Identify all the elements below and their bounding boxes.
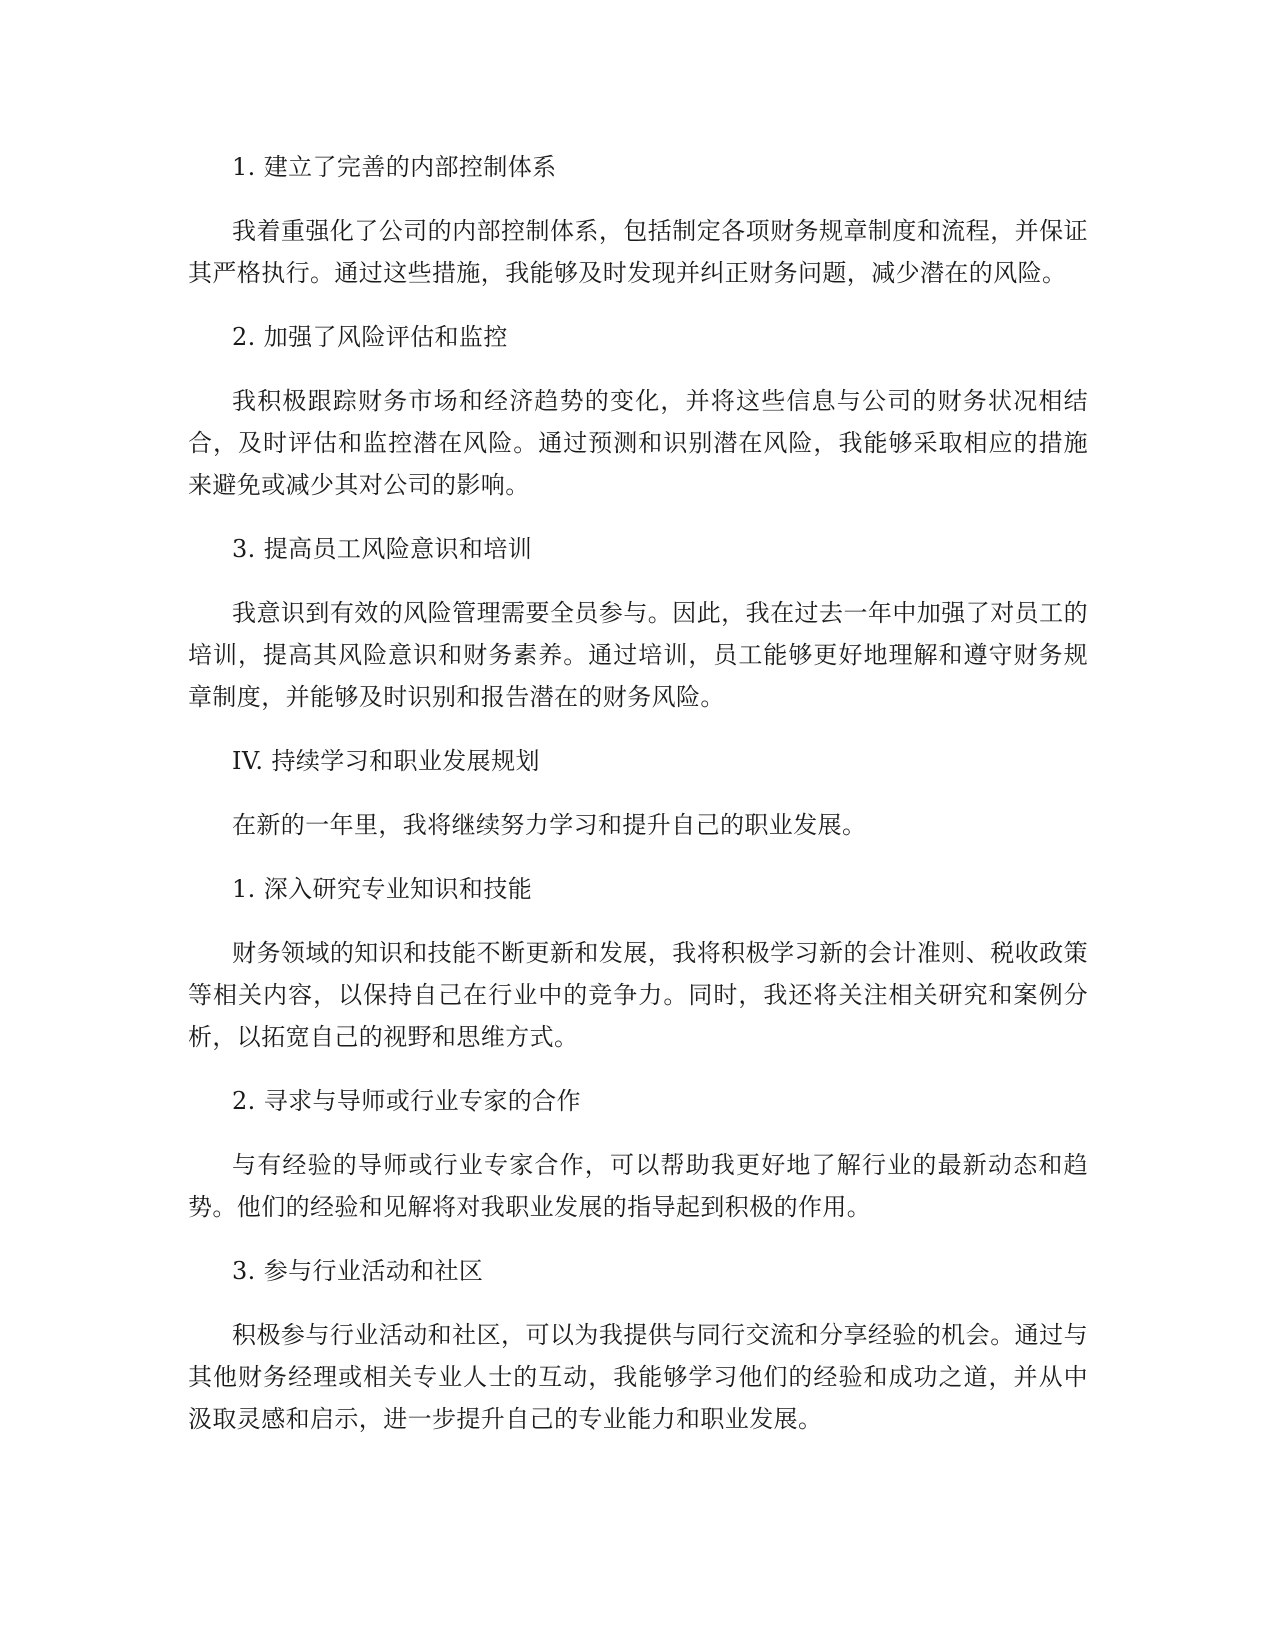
document-body (188, 146, 1088, 1440)
subheading-risk-assessment: 2. 加强了风险评估和监控 (232, 323, 508, 351)
section-heading-learning: IV. 持续学习和职业发展规划 (232, 747, 540, 775)
paragraph-staff-training: 我意识到有效的风险管理需要全员参与。因此，我在过去一年中加强了对员工的培训，提高其风险意识和财务素养。通过培训，员工能够更好地理解和遵守财务规章制度，并能够及时识别和报告潜在的财务风险。 (188, 599, 1088, 711)
paragraph-mentor-cooperation: 与有经验的导师或行业专家合作，可以帮助我更好地了解行业的最新动态和趋势。他们的经验和见解将对我职业发展的指导起到积极的作用。 (188, 1151, 1088, 1221)
subheading-professional-knowledge: 1. 深入研究专业知识和技能 (232, 875, 533, 903)
paragraph-learning-intro: 在新的一年里，我将继续努力学习和提升自己的职业发展。 (232, 811, 867, 839)
paragraph-industry-activities: 积极参与行业活动和社区，可以为我提供与同行交流和分享经验的机会。通过与其他财务经理或相关专业人士的互动，我能够学习他们的经验和成功之道，并从中汲取灵感和启示，进一步提升自己的专业能力和职业发展。 (188, 1321, 1088, 1433)
paragraph-risk-assessment: 我积极跟踪财务市场和经济趋势的变化，并将这些信息与公司的财务状况相结合，及时评估和监控潜在风险。通过预测和识别潜在风险，我能够采取相应的措施来避免或减少其对公司的影响。 (188, 387, 1088, 499)
paragraph-professional-knowledge: 财务领域的知识和技能不断更新和发展，我将积极学习新的会计准则、税收政策等相关内容，以保持自己在行业中的竞争力。同时，我还将关注相关研究和案例分析，以拓宽自己的视野和思维方式。 (188, 939, 1088, 1051)
subheading-internal-control: 1. 建立了完善的内部控制体系 (232, 153, 557, 181)
subheading-industry-activities: 3. 参与行业活动和社区 (232, 1257, 484, 1285)
subheading-staff-training: 3. 提高员工风险意识和培训 (232, 535, 533, 563)
paragraph-internal-control: 我着重强化了公司的内部控制体系，包括制定各项财务规章制度和流程，并保证其严格执行。通过这些措施，我能够及时发现并纠正财务问题，减少潜在的风险。 (188, 217, 1088, 287)
subheading-mentor-cooperation: 2. 寻求与导师或行业专家的合作 (232, 1087, 581, 1115)
